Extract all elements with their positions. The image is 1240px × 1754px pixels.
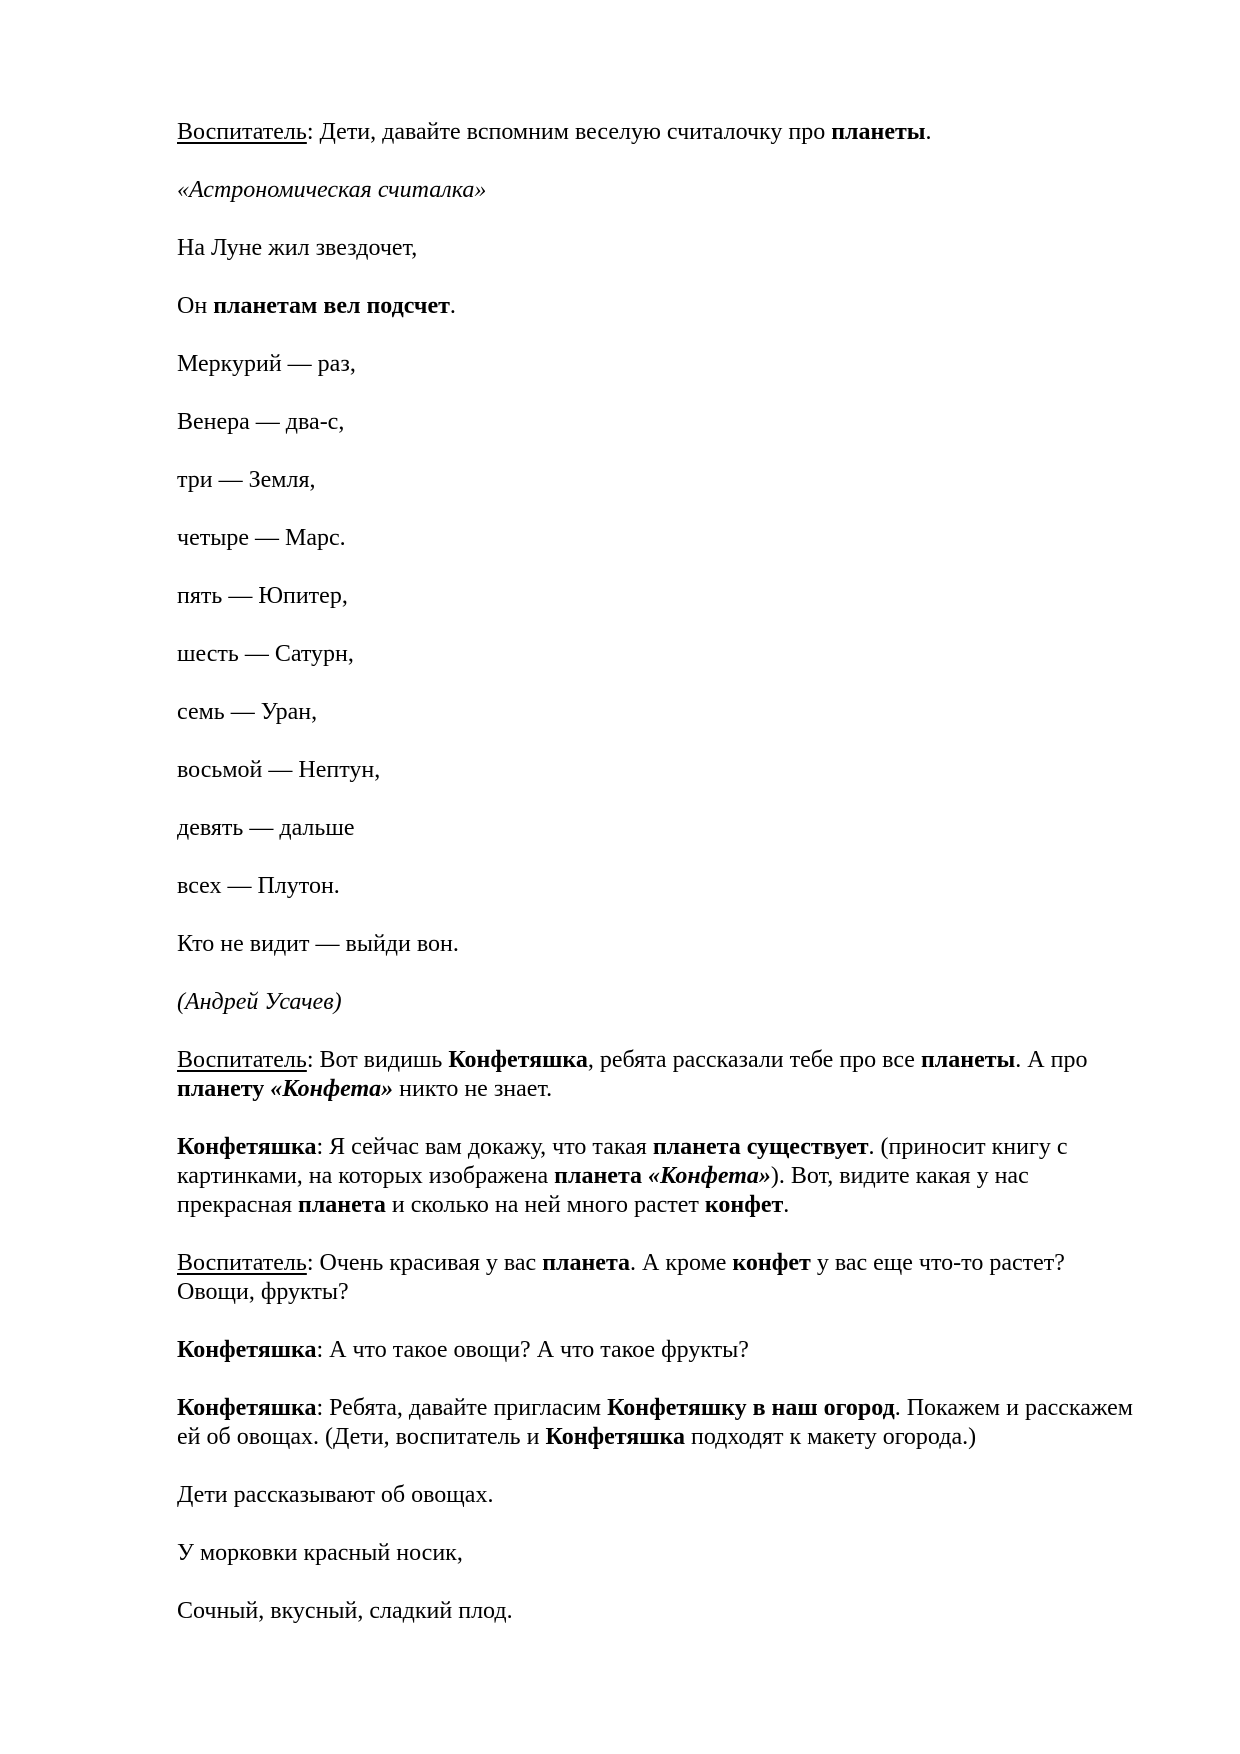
poem-line: пять — Юпитер, bbox=[177, 583, 348, 609]
paragraph-teacher-intro: Воспитатель: Дети, давайте вспомним веселую считалочку про планеты. bbox=[177, 119, 932, 145]
poem-line: три — Земля, bbox=[177, 467, 316, 493]
paragraph-invitation: Конфетяшка: Ребята, давайте пригласим Конфетяшку в наш огород. Покажем и расскажем ей об овощах. (Дети, воспитатель и Конфетяшка подходят к макету огорода.) bbox=[177, 1395, 1133, 1450]
paragraph-teacher-question: Воспитатель: Очень красивая у вас планета. А кроме конфет у вас еще что-то растет? Овощи, фрукты? bbox=[177, 1250, 1065, 1305]
poem-line: восьмой — Нептун, bbox=[177, 757, 381, 783]
poem-line: четыре — Марс. bbox=[177, 525, 346, 551]
poem-line: девять — дальше bbox=[177, 815, 355, 841]
speaker-label: Воспитатель bbox=[177, 1250, 307, 1276]
poem-line: Он планетам вел подсчет. bbox=[177, 293, 456, 319]
poem-line: На Луне жил звездочет, bbox=[177, 235, 418, 261]
speaker-label: Конфетяшка bbox=[177, 1337, 317, 1363]
speaker-label: Конфетяшка bbox=[177, 1395, 317, 1421]
poem-line: всех — Плутон. bbox=[177, 873, 340, 899]
poem-line: Венера — два-с, bbox=[177, 409, 345, 435]
speaker-label: Конфетяшка bbox=[177, 1134, 317, 1160]
poem-line: Меркурий — раз, bbox=[177, 351, 356, 377]
poem-title: «Астрономическая считалка» bbox=[177, 177, 487, 203]
poem-line: Сочный, вкусный, сладкий плод. bbox=[177, 1598, 513, 1624]
poem-author: (Андрей Усачев) bbox=[177, 989, 342, 1015]
poem-line: семь — Уран, bbox=[177, 699, 318, 725]
poem-line: шесть — Сатурн, bbox=[177, 641, 354, 667]
paragraph-konfetyashka-dialogue: Конфетяшка: Я сейчас вам докажу, что такая планета существует. (приносит книгу с картинками, на которых изображена планета «Конфета»). Вот, видите какая у нас прекрасная планета и сколько на ней много растет конфет. bbox=[177, 1134, 1068, 1218]
poem-line: У морковки красный носик, bbox=[177, 1540, 463, 1566]
paragraph-konfetyashka-question: Конфетяшка: А что такое овощи? А что такое фрукты? bbox=[177, 1337, 749, 1363]
speaker-label: Воспитатель bbox=[177, 1047, 307, 1073]
poem-line: Кто не видит — выйди вон. bbox=[177, 931, 459, 957]
paragraph-children-tell: Дети рассказывают об овощах. bbox=[177, 1482, 494, 1508]
speaker-label: Воспитатель bbox=[177, 119, 307, 145]
paragraph-teacher-dialogue: Воспитатель: Вот видишь Конфетяшка, ребята рассказали тебе про все планеты. А про планету «Конфета» никто не знает. bbox=[177, 1047, 1088, 1102]
